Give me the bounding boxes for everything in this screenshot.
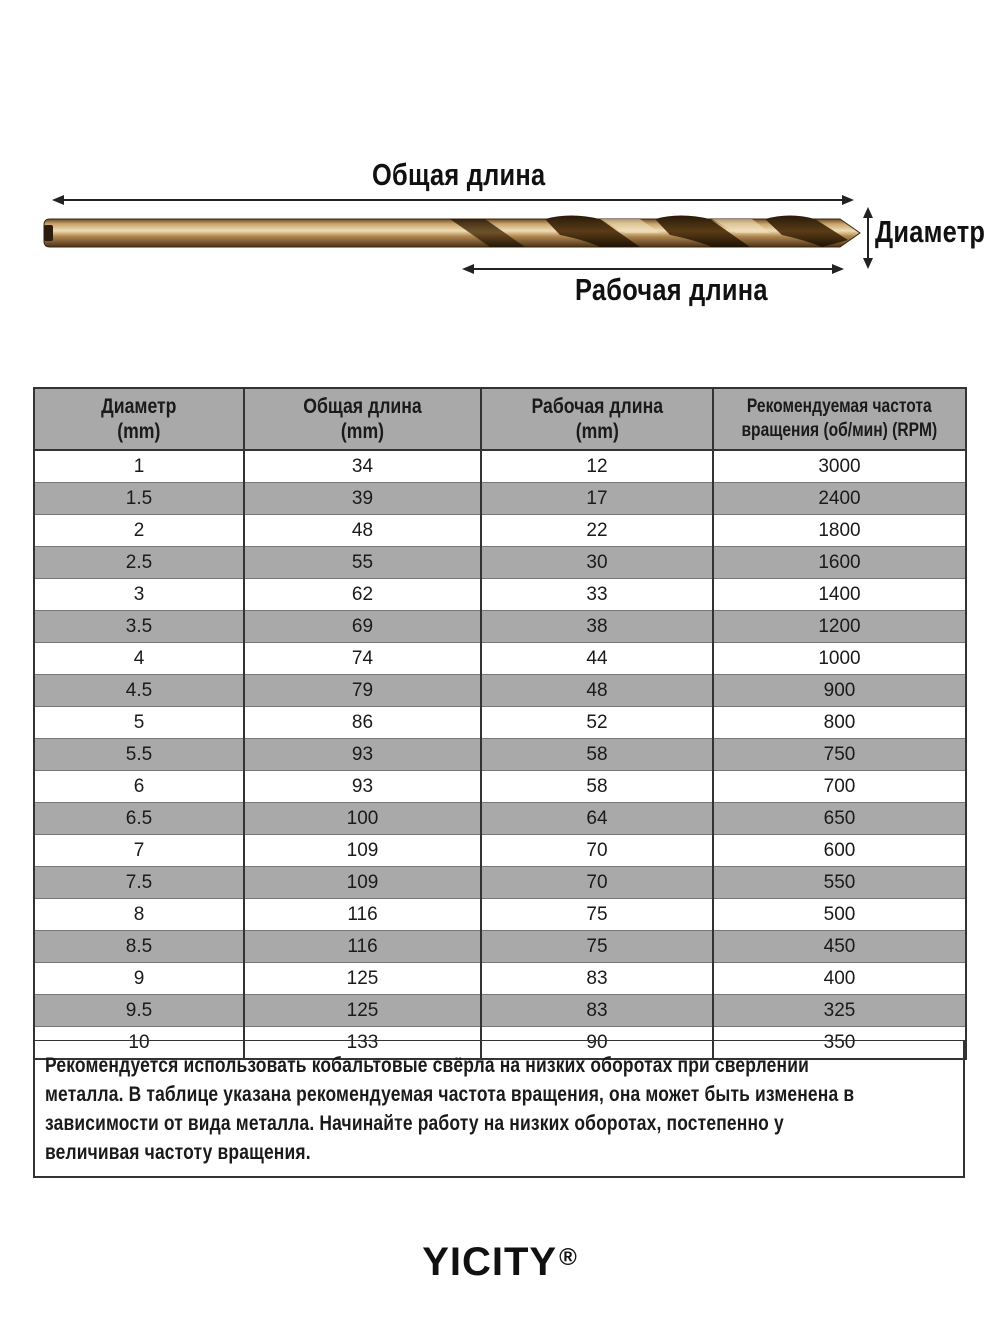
cell-total-length: 79 (244, 675, 481, 707)
cell-diameter: 10 (34, 1027, 244, 1060)
table-row (34, 707, 966, 739)
cell-diameter: 3.5 (34, 611, 244, 643)
cell-total-length: 34 (244, 450, 481, 483)
cell-diameter: 7 (34, 835, 244, 867)
brand-name: YICITY (422, 1240, 558, 1284)
table-row (34, 803, 966, 835)
cell-working-length: 58 (481, 739, 713, 771)
cell-total-length: 93 (244, 771, 481, 803)
table-header-row (34, 388, 966, 450)
header-total-length: Общая длина (mm) (244, 388, 481, 450)
cell-working-length: 44 (481, 643, 713, 675)
cell-working-length: 83 (481, 995, 713, 1027)
cell-working-length: 38 (481, 611, 713, 643)
cell-diameter: 8 (34, 899, 244, 931)
cell-rpm: 3000 (713, 450, 966, 483)
cell-rpm: 1200 (713, 611, 966, 643)
cell-total-length: 109 (244, 867, 481, 899)
diameter-arrow (863, 207, 873, 269)
cell-total-length: 62 (244, 579, 481, 611)
cell-working-length: 12 (481, 450, 713, 483)
cell-diameter: 9 (34, 963, 244, 995)
registered-mark: ® (559, 1244, 578, 1271)
cell-rpm: 1800 (713, 515, 966, 547)
cell-total-length: 116 (244, 931, 481, 963)
table-row (34, 931, 966, 963)
cell-diameter: 2.5 (34, 547, 244, 579)
cell-rpm: 650 (713, 803, 966, 835)
cell-rpm: 500 (713, 899, 966, 931)
cell-total-length: 48 (244, 515, 481, 547)
header-diameter: Диаметр (mm) (34, 388, 244, 450)
cell-working-length: 70 (481, 835, 713, 867)
working-length-label: Рабочая длина (575, 272, 768, 307)
table-row (34, 450, 966, 483)
drill-bit (44, 216, 860, 248)
brand-logo (0, 1240, 1000, 1285)
cell-working-length: 64 (481, 803, 713, 835)
cell-working-length: 75 (481, 931, 713, 963)
cell-rpm: 550 (713, 867, 966, 899)
cell-rpm: 400 (713, 963, 966, 995)
cell-total-length: 116 (244, 899, 481, 931)
cell-working-length: 22 (481, 515, 713, 547)
drill-spec-table (33, 387, 967, 1060)
cell-working-length: 90 (481, 1027, 713, 1060)
cell-working-length: 17 (481, 483, 713, 515)
cell-rpm: 450 (713, 931, 966, 963)
table-row (34, 771, 966, 803)
drill-diagram (0, 0, 1000, 340)
cell-diameter: 1 (34, 450, 244, 483)
cell-total-length: 93 (244, 739, 481, 771)
cell-diameter: 5 (34, 707, 244, 739)
cell-working-length: 83 (481, 963, 713, 995)
cell-total-length: 100 (244, 803, 481, 835)
cell-total-length: 109 (244, 835, 481, 867)
table-row (34, 611, 966, 643)
cell-working-length: 52 (481, 707, 713, 739)
table-row (34, 547, 966, 579)
table-row (34, 579, 966, 611)
cell-total-length: 133 (244, 1027, 481, 1060)
cell-rpm: 800 (713, 707, 966, 739)
cell-total-length: 86 (244, 707, 481, 739)
cell-working-length: 58 (481, 771, 713, 803)
cell-diameter: 6.5 (34, 803, 244, 835)
cell-diameter: 8.5 (34, 931, 244, 963)
cell-diameter: 3 (34, 579, 244, 611)
table-row (34, 515, 966, 547)
table-row (34, 483, 966, 515)
cell-working-length: 48 (481, 675, 713, 707)
cell-rpm: 1400 (713, 579, 966, 611)
table-row (34, 675, 966, 707)
cell-total-length: 74 (244, 643, 481, 675)
header-working-length: Рабочая длина (mm) (481, 388, 713, 450)
cell-rpm: 1600 (713, 547, 966, 579)
cell-rpm: 900 (713, 675, 966, 707)
cell-diameter: 4 (34, 643, 244, 675)
table-row (34, 867, 966, 899)
cell-total-length: 69 (244, 611, 481, 643)
note-line: величивая частоту вращения. (45, 1141, 311, 1164)
usage-note (33, 1040, 965, 1178)
table-row (34, 835, 966, 867)
cell-rpm: 325 (713, 995, 966, 1027)
cell-working-length: 75 (481, 899, 713, 931)
cell-working-length: 30 (481, 547, 713, 579)
diameter-label: Диаметр (875, 214, 986, 249)
table-row (34, 739, 966, 771)
cell-rpm: 750 (713, 739, 966, 771)
cell-total-length: 125 (244, 995, 481, 1027)
table-row (34, 899, 966, 931)
total-length-label: Общая длина (372, 157, 546, 192)
total-length-arrow (52, 195, 854, 205)
table-row (34, 643, 966, 675)
cell-rpm: 600 (713, 835, 966, 867)
note-line: Рекомендуется использовать кобальтовые свёрла на низких оборотах при сверлении (45, 1054, 809, 1077)
cell-rpm: 2400 (713, 483, 966, 515)
note-line: зависимости от вида металла. Начинайте работу на низких оборотах, постепенно у (45, 1112, 784, 1135)
table-row (34, 963, 966, 995)
cell-working-length: 70 (481, 867, 713, 899)
cell-diameter: 5.5 (34, 739, 244, 771)
cell-total-length: 55 (244, 547, 481, 579)
cell-rpm: 350 (713, 1027, 966, 1060)
cell-diameter: 1.5 (34, 483, 244, 515)
cell-diameter: 9.5 (34, 995, 244, 1027)
table-row (34, 995, 966, 1027)
cell-diameter: 4.5 (34, 675, 244, 707)
cell-diameter: 6 (34, 771, 244, 803)
cell-diameter: 7.5 (34, 867, 244, 899)
cell-total-length: 125 (244, 963, 481, 995)
cell-working-length: 33 (481, 579, 713, 611)
cell-total-length: 39 (244, 483, 481, 515)
cell-rpm: 1000 (713, 643, 966, 675)
cell-diameter: 2 (34, 515, 244, 547)
cell-rpm: 700 (713, 771, 966, 803)
header-rpm: Рекомендуемая частота вращения (об/мин) (RPM) (713, 388, 966, 450)
note-line: металла. В таблице указана рекомендуемая частота вращения, она может быть изменена в (45, 1083, 855, 1106)
